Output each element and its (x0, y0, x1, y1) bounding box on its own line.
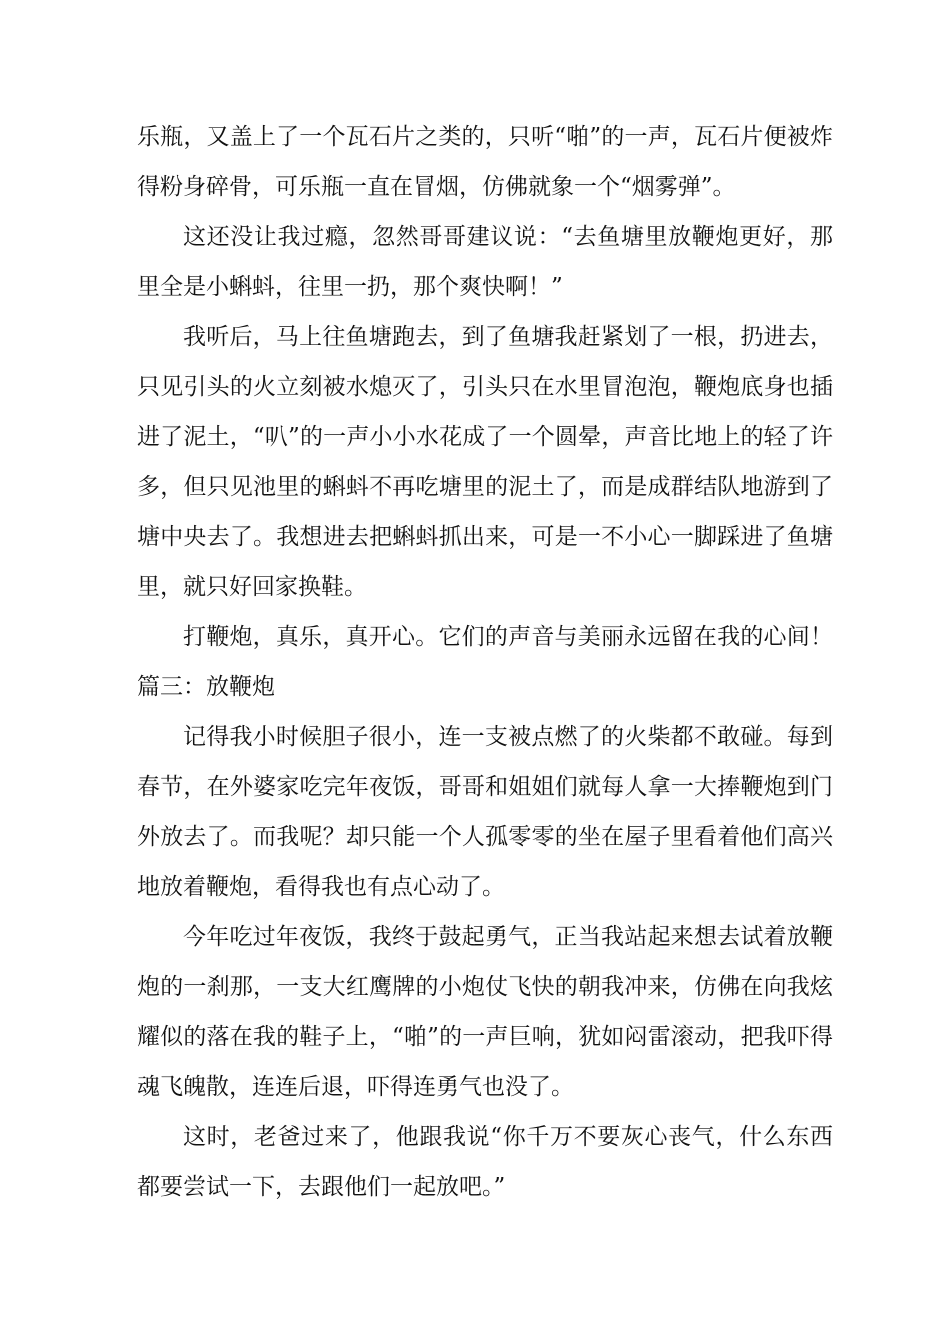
paragraph-conclusion: 打鞭炮，真乐，真开心。它们的声音与美丽永远留在我的心间！篇三：放鞭炮 (137, 624, 833, 700)
paragraph-fish-pond: 我听后，马上往鱼塘跑去，到了鱼塘我赶紧划了一根，扔进去，只见引头的火立刻被水熄灭了，引头只在水里冒泡泡，鞭炮底身也插进了泥土，“叭”的一声小小水花成了一个圆晕，声音比地上的轻了许多，但只见池里的蝌蚪不再吃塘里的泥土了，而是成群结队地游到了塘中央去了。我想进去把蝌蚪抓出来，可是一不小心一脚踩进了鱼塘里，就只好回家换鞋。 (137, 324, 833, 600)
paragraph-childhood-memory: 记得我小时候胆子很小，连一支被点燃了的火柴都不敢碰。每到春节，在外婆家吃完年夜饭，哥哥和姐姐们就每人拿一大捧鞭炮到门外放去了。而我呢？却只能一个人孤零零的坐在屋子里看着他们高兴地放着鞭炮，看得我也有点心动了。 (137, 724, 833, 900)
paragraph-continuation: 乐瓶，又盖上了一个瓦石片之类的，只听“啪”的一声，瓦石片便被炸得粉身碎骨，可乐瓶一直在冒烟，仿佛就象一个“烟雾弹”。 (137, 124, 833, 200)
document-page (137, 112, 833, 1212)
paragraph-father-advice: 这时，老爸过来了，他跟我说“你千万不要灰心丧气，什么东西都要尝试一下，去跟他们一起放吧。” (137, 1124, 833, 1200)
paragraph-new-year-eve: 今年吃过年夜饭，我终于鼓起勇气，正当我站起来想去试着放鞭炮的一刹那，一支大红鹰牌的小炮仗飞快的朝我冲来，仿佛在向我炫耀似的落在我的鞋子上，“啪”的一声巨响，犹如闷雷滚动，把我吓得魂飞魄散，连连后退，吓得连勇气也没了。 (137, 924, 833, 1100)
paragraph-brother-suggestion: 这还没让我过瘾，忽然哥哥建议说：“去鱼塘里放鞭炮更好，那里全是小蝌蚪，往里一扔，那个爽快啊！” (137, 224, 833, 300)
